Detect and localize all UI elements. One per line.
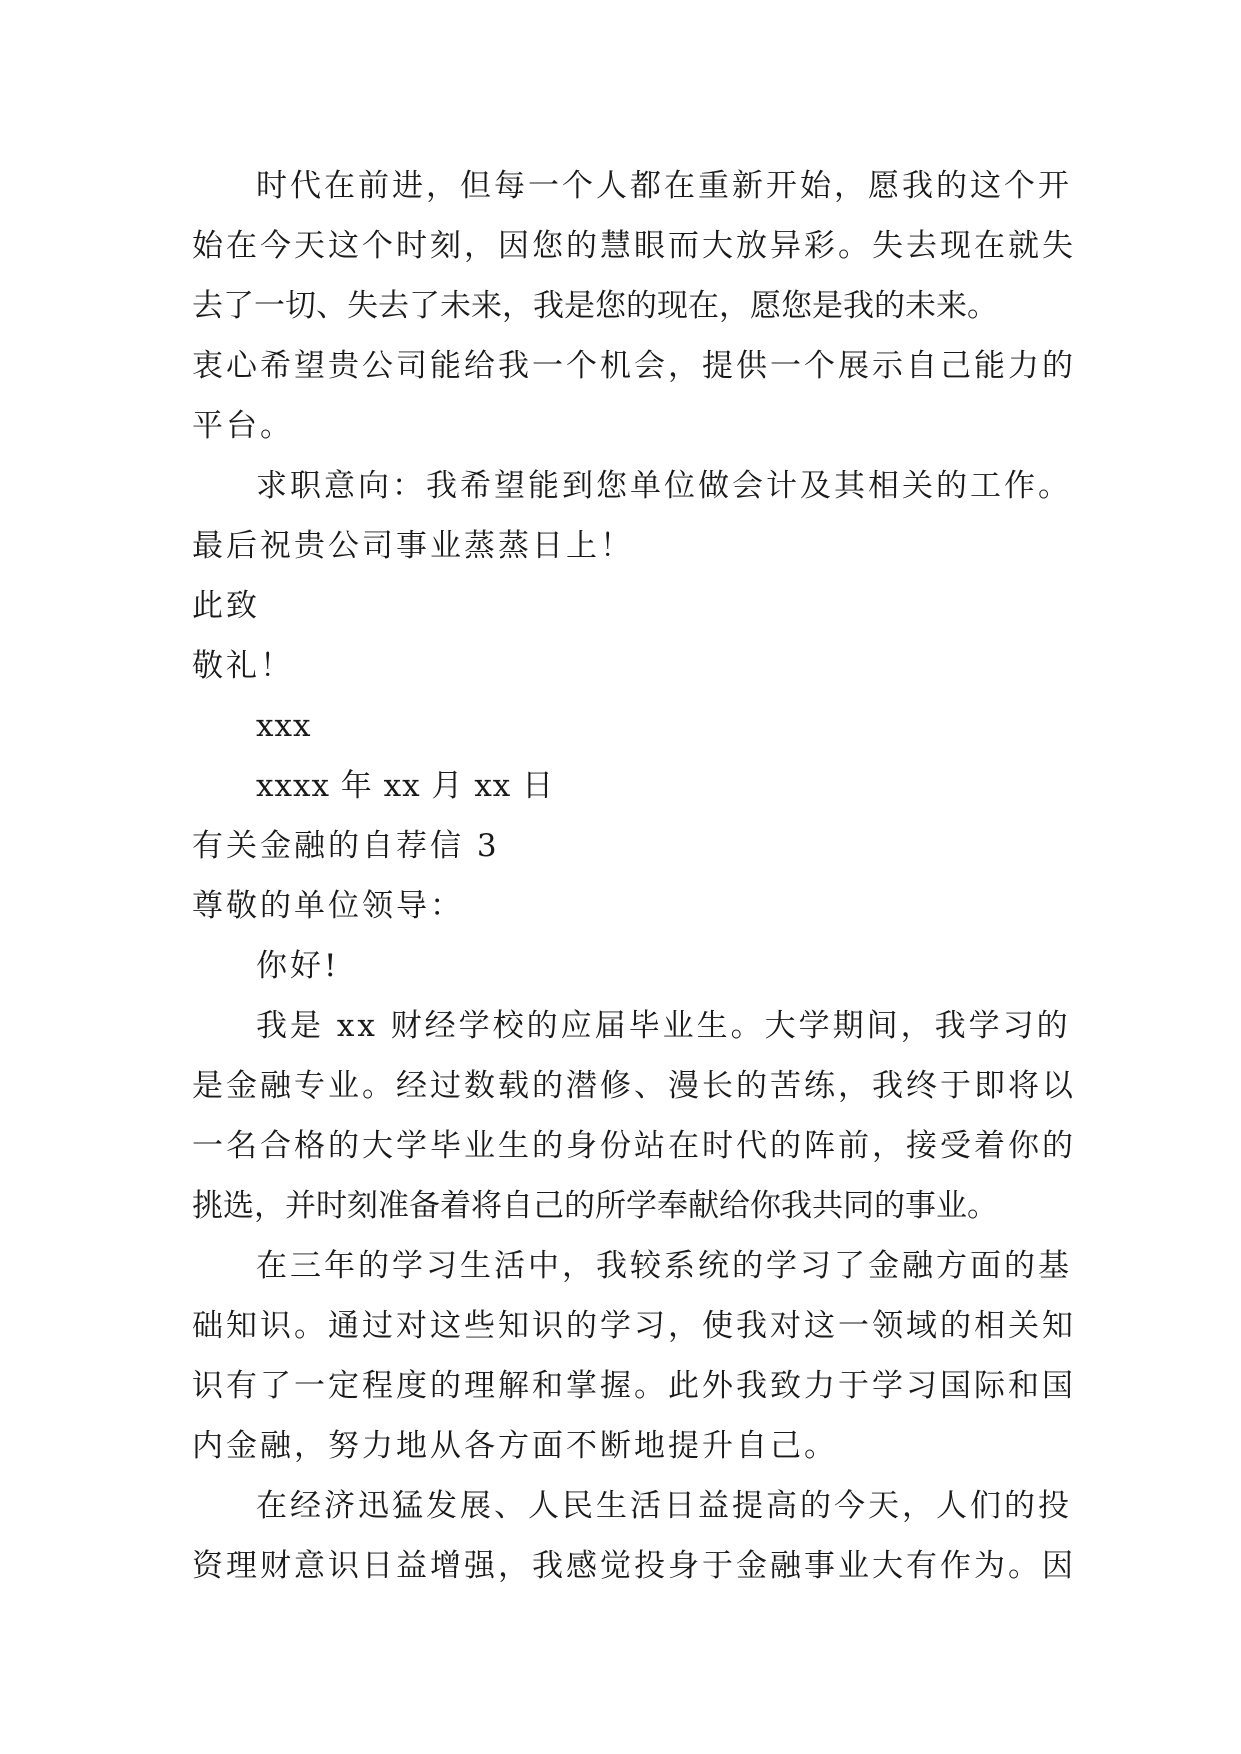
paragraph-line: 去了一切、失去了未来，我是您的现在，愿您是我的未来。 [192,288,998,324]
closing-regards: 敬礼！ [192,648,294,684]
paragraph-line: 资理财意识日益增强，我感觉投身于金融事业大有作为。因 [192,1548,1076,1584]
paragraph-line: 一名合格的大学毕业生的身份站在时代的阵前，接受着你的 [192,1128,1076,1164]
paragraph-line: 我是 xx 财经学校的应届毕业生。大学期间，我学习的 [256,1008,1071,1044]
greeting-line: 你好! [256,948,340,984]
signature-name: xxx [256,708,312,744]
closing-salutation: 此致 [192,588,260,624]
paragraph-line: 挑选，并时刻准备着将自己的所学奉献给你我共同的事业。 [192,1188,998,1224]
paragraph-line: 内金融，努力地从各方面不断地提升自己。 [192,1428,838,1464]
paragraph-line: 在经济迅猛发展、人民生活日益提高的今天，人们的投 [256,1488,1072,1524]
paragraph-line: 平台。 [192,408,294,444]
paragraph-line: 最后祝贵公司事业蒸蒸日上！ [192,528,634,564]
paragraph-line: 时代在前进，但每一个人都在重新开始，愿我的这个开 [256,168,1072,204]
signature-date: xxxx 年 xx 月 xx 日 [256,768,555,804]
letter-salutation: 尊敬的单位领导： [192,888,464,924]
paragraph-line: 是金融专业。经过数载的潜修、漫长的苦练，我终于即将以 [192,1068,1076,1104]
job-intention-line: 求职意向：我希望能到您单位做会计及其相关的工作。 [256,468,1072,504]
letter-body [192,156,1076,1596]
paragraph-line: 在三年的学习生活中，我较系统的学习了金融方面的基 [256,1248,1072,1284]
paragraph-line: 始在今天这个时刻，因您的慧眼而大放异彩。失去现在就失 [192,228,1076,264]
section-title: 有关金融的自荐信 3 [192,828,500,864]
paragraph-line: 础知识。通过对这些知识的学习，使我对这一领域的相关知 [192,1308,1076,1344]
paragraph-line: 衷心希望贵公司能给我一个机会，提供一个展示自己能力的 [192,348,1076,384]
paragraph-line: 识有了一定程度的理解和掌握。此外我致力于学习国际和国 [192,1368,1076,1404]
